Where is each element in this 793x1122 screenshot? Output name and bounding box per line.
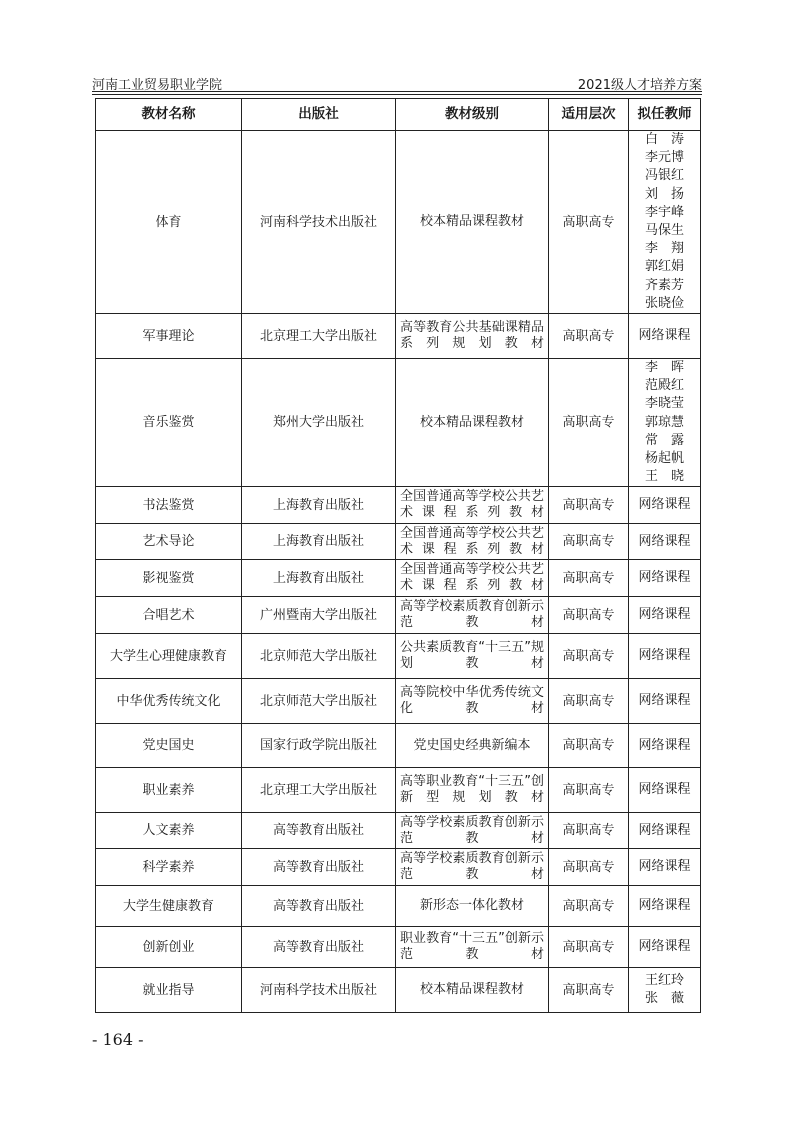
table-row — [96, 679, 701, 724]
table-row — [96, 597, 701, 634]
textbook-name: 党史国史 — [96, 724, 242, 768]
publisher: 北京理工大学出版社 — [242, 314, 396, 359]
textbook-level: 高等教育公共基础课精品系列规划教材 — [396, 314, 549, 359]
teacher-name: 网络课程 — [638, 327, 691, 343]
textbook-name: 音乐鉴赏 — [96, 359, 242, 487]
publisher: 上海教育出版社 — [242, 560, 396, 597]
publisher: 广州暨南大学出版社 — [242, 597, 396, 634]
teacher-cell — [629, 560, 701, 597]
teacher-name: 张 薇 — [644, 991, 684, 1007]
teacher-cell — [629, 768, 701, 813]
teacher-name: 王红玲 — [644, 973, 684, 989]
applicable-tier: 高职高专 — [549, 849, 629, 886]
teacher-name: 冯银红 — [644, 168, 684, 184]
textbook-level: 高等学校素质教育创新示范教材 — [396, 597, 549, 634]
teacher-name: 网络课程 — [638, 607, 691, 623]
table-row — [96, 849, 701, 886]
teacher-cell — [629, 849, 701, 886]
textbook-level: 高等院校中华优秀传统文化教材 — [396, 679, 549, 724]
publisher: 高等教育出版社 — [242, 886, 396, 927]
teacher-name: 常 露 — [644, 432, 684, 448]
textbook-level: 全国普通高等学校公共艺术课程系列教材 — [396, 487, 549, 524]
textbook-level: 高等职业教育“十三五”创新型规划教材 — [396, 768, 549, 813]
table-row — [96, 813, 701, 849]
teacher-cell — [629, 927, 701, 968]
teacher-name: 网络课程 — [638, 533, 691, 549]
textbook-name: 书法鉴赏 — [96, 487, 242, 524]
applicable-tier: 高职高专 — [549, 886, 629, 927]
applicable-tier: 高职高专 — [549, 560, 629, 597]
applicable-tier: 高职高专 — [549, 487, 629, 524]
col-header-publisher: 出版社 — [242, 99, 396, 131]
table-row — [96, 359, 701, 487]
textbook-level: 校本精品课程教材 — [396, 359, 549, 487]
publisher: 河南科学技术出版社 — [242, 131, 396, 314]
teacher-cell — [629, 679, 701, 724]
teacher-name: 网络课程 — [638, 898, 691, 914]
publisher: 高等教育出版社 — [242, 849, 396, 886]
textbook-level: 校本精品课程教材 — [396, 131, 549, 314]
publisher: 国家行政学院出版社 — [242, 724, 396, 768]
teacher-name: 李 晖 — [644, 360, 684, 376]
publisher: 上海教育出版社 — [242, 524, 396, 560]
teacher-name: 张晓俭 — [644, 295, 684, 311]
teacher-cell — [629, 359, 701, 487]
table-row — [96, 886, 701, 927]
textbook-name: 大学生健康教育 — [96, 886, 242, 927]
teacher-name: 李 翔 — [644, 241, 684, 257]
teacher-name: 白 涛 — [644, 132, 684, 147]
textbook-name: 人文素养 — [96, 813, 242, 849]
teacher-cell — [629, 597, 701, 634]
applicable-tier: 高职高专 — [549, 768, 629, 813]
table-row — [96, 560, 701, 597]
textbook-level: 党史国史经典新编本 — [396, 724, 549, 768]
teacher-name: 郭琼慧 — [644, 414, 684, 430]
header-rule-thick — [92, 94, 702, 95]
teacher-name: 王 晓 — [644, 469, 684, 485]
table-row — [96, 724, 701, 768]
textbook-name: 职业素养 — [96, 768, 242, 813]
textbook-level: 高等学校素质教育创新示范教材 — [396, 813, 549, 849]
applicable-tier: 高职高专 — [549, 524, 629, 560]
teacher-name: 李元博 — [644, 150, 684, 166]
teacher-name: 马保生 — [644, 223, 684, 239]
applicable-tier: 高职高专 — [549, 927, 629, 968]
teacher-name: 网络课程 — [638, 822, 691, 838]
teacher-name: 网络课程 — [638, 737, 691, 753]
textbook-name: 科学素养 — [96, 849, 242, 886]
textbook-level: 新形态一体化教材 — [396, 886, 549, 927]
teacher-cell — [629, 524, 701, 560]
textbook-name: 大学生心理健康教育 — [96, 634, 242, 679]
textbook-level: 公共素质教育“十三五”规划教材 — [396, 634, 549, 679]
publisher: 北京师范大学出版社 — [242, 679, 396, 724]
publisher: 高等教育出版社 — [242, 813, 396, 849]
textbook-table — [95, 98, 701, 1013]
applicable-tier: 高职高专 — [549, 679, 629, 724]
textbook-level: 高等学校素质教育创新示范教材 — [396, 849, 549, 886]
table-row — [96, 634, 701, 679]
teacher-name: 刘 扬 — [644, 186, 684, 202]
col-header-level: 教材级别 — [396, 99, 549, 131]
textbook-name: 体育 — [96, 131, 242, 314]
col-header-tier: 适用层次 — [549, 99, 629, 131]
plan-title: 2021级人才培养方案 — [577, 78, 702, 93]
school-name: 河南工业贸易职业学院 — [92, 78, 223, 93]
teacher-name: 李晓莹 — [644, 396, 684, 412]
table-row — [96, 131, 701, 314]
textbook-name: 艺术导论 — [96, 524, 242, 560]
page-header — [92, 74, 702, 92]
table-row — [96, 768, 701, 813]
teacher-name: 范殿红 — [644, 378, 684, 394]
teacher-cell — [629, 724, 701, 768]
publisher: 高等教育出版社 — [242, 927, 396, 968]
col-header-name: 教材名称 — [96, 99, 242, 131]
applicable-tier: 高职高专 — [549, 597, 629, 634]
textbook-level: 职业教育“十三五”创新示范教材 — [396, 927, 549, 968]
applicable-tier: 高职高专 — [549, 968, 629, 1013]
teacher-name: 网络课程 — [638, 497, 691, 513]
publisher: 郑州大学出版社 — [242, 359, 396, 487]
table-row — [96, 968, 701, 1013]
teacher-name: 郭红娟 — [644, 259, 684, 275]
applicable-tier: 高职高专 — [549, 634, 629, 679]
applicable-tier: 高职高专 — [549, 813, 629, 849]
header-rule-thin — [92, 91, 702, 92]
publisher: 北京理工大学出版社 — [242, 768, 396, 813]
teacher-cell — [629, 813, 701, 849]
table-row — [96, 524, 701, 560]
teacher-cell — [629, 634, 701, 679]
applicable-tier: 高职高专 — [549, 131, 629, 314]
teacher-cell — [629, 487, 701, 524]
textbook-name: 就业指导 — [96, 968, 242, 1013]
teacher-cell — [629, 314, 701, 359]
textbook-name: 影视鉴赏 — [96, 560, 242, 597]
teacher-cell — [629, 886, 701, 927]
teacher-name: 网络课程 — [638, 859, 691, 875]
textbook-level: 校本精品课程教材 — [396, 968, 549, 1013]
applicable-tier: 高职高专 — [549, 359, 629, 487]
teacher-name: 网络课程 — [638, 939, 691, 955]
teacher-name: 网络课程 — [638, 693, 691, 709]
publisher: 北京师范大学出版社 — [242, 634, 396, 679]
publisher: 河南科学技术出版社 — [242, 968, 396, 1013]
textbook-name: 中华优秀传统文化 — [96, 679, 242, 724]
table-row — [96, 487, 701, 524]
table-header-row — [96, 99, 701, 131]
table-row — [96, 314, 701, 359]
applicable-tier: 高职高专 — [549, 314, 629, 359]
teacher-name: 杨起帆 — [644, 451, 684, 467]
textbook-level: 全国普通高等学校公共艺术课程系列教材 — [396, 524, 549, 560]
applicable-tier: 高职高专 — [549, 724, 629, 768]
table-row — [96, 927, 701, 968]
teacher-name: 网络课程 — [638, 782, 691, 798]
textbook-name: 军事理论 — [96, 314, 242, 359]
page-number: - 164 - — [92, 1030, 144, 1049]
teacher-name: 齐素芳 — [644, 277, 684, 293]
teacher-cell — [629, 131, 701, 314]
teacher-name: 网络课程 — [638, 570, 691, 586]
teacher-name: 李宇峰 — [644, 204, 684, 220]
publisher: 上海教育出版社 — [242, 487, 396, 524]
textbook-level: 全国普通高等学校公共艺术课程系列教材 — [396, 560, 549, 597]
teacher-name: 网络课程 — [638, 648, 691, 664]
teacher-cell — [629, 968, 701, 1013]
textbook-name: 合唱艺术 — [96, 597, 242, 634]
textbook-name: 创新创业 — [96, 927, 242, 968]
col-header-teacher: 拟任教师 — [629, 99, 701, 131]
